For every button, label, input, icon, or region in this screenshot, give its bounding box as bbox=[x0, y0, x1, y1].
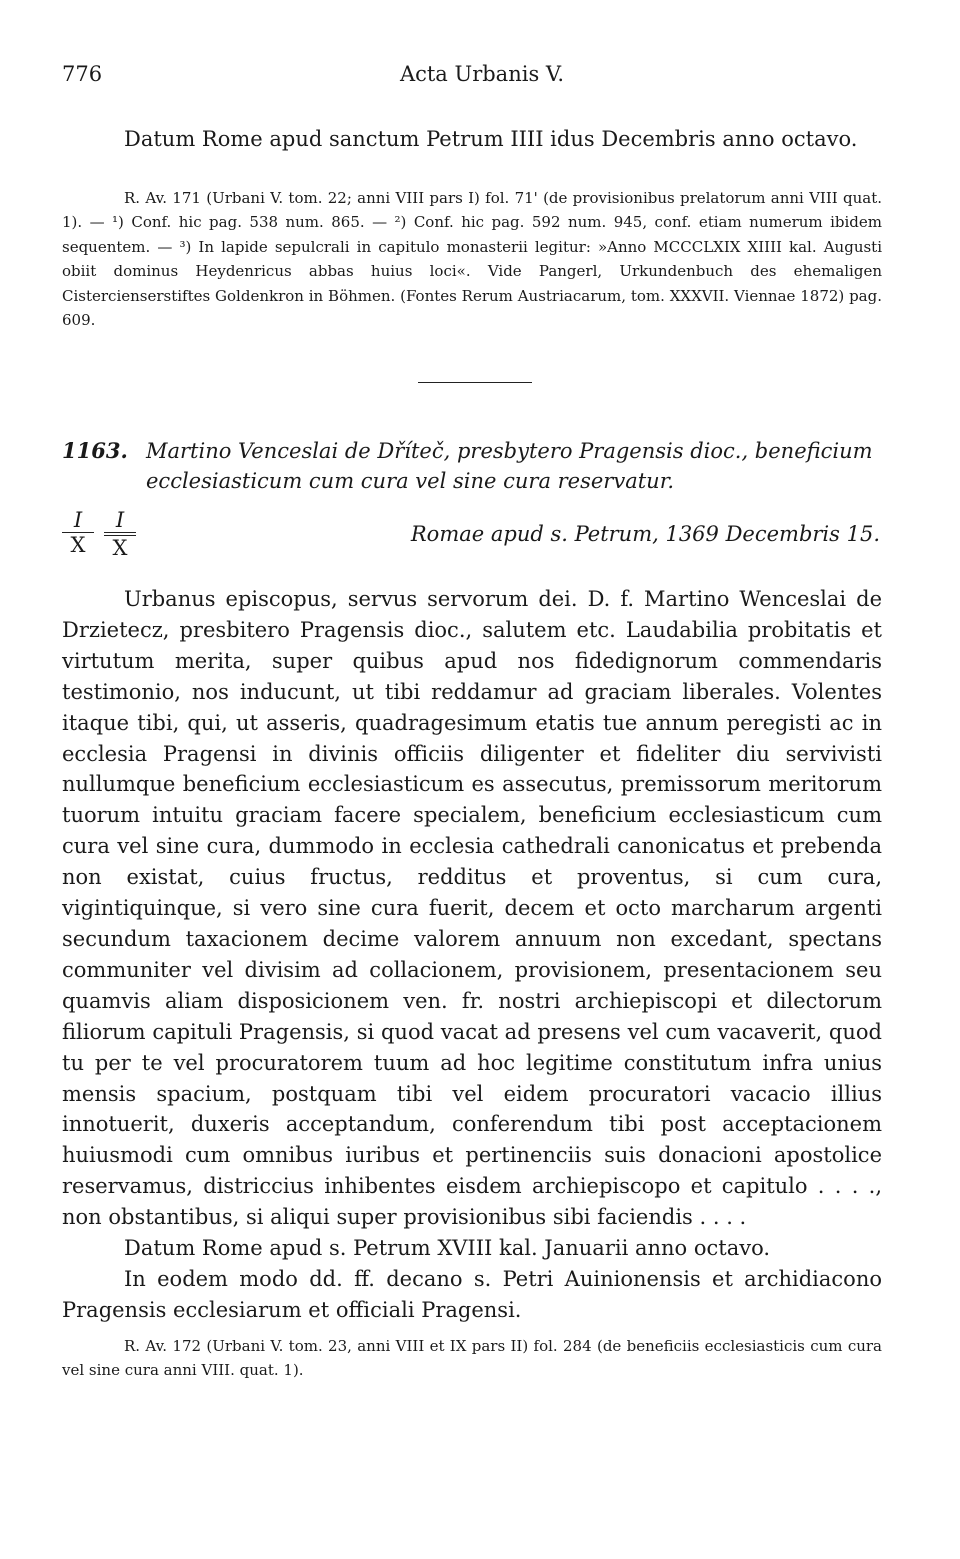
entry-number: 1163. bbox=[62, 438, 128, 463]
entry-eodem-paragraph: In eodem modo dd. ff. decano s. Petri Auinionensis et archidiacono Pragensis ecclesiarum et officiali Pragensi. bbox=[62, 1266, 882, 1322]
signature-right-top: I bbox=[115, 508, 125, 532]
previous-entry-footnote: R. Av. 171 (Urbani V. tom. 22; anni VIII pars I) fol. 71' (de provisionibus prelatorum anni VIII quat. 1). — ¹) Conf. hic pag. 538 num. 865. — ²) Conf. hic pag. 592 num. 945, conf. etiam numerum ibidem sequentem. — ³) In lapide sepulcrali in capitulo monasterii legitur: »Anno MCCCLXIX XIIII kal. Augusti obiit dominus Heydenricus abbas huius loci«. Vide Pangerl, Urkundenbuch des ehemaligen Cistercienserstiftes Goldenkron in Böhmen. (Fontes Rerum Austriacarum, tom. XXXVII. Viennae 1872) pag. 609. bbox=[62, 189, 882, 330]
running-title: Acta Urbanis V. bbox=[399, 62, 565, 86]
entry-place-date: Romae apud s. Petrum, 1369 Decembris 15. bbox=[410, 522, 880, 546]
previous-entry-notes bbox=[62, 186, 882, 332]
previous-entry-datum: Datum Rome apud sanctum Petrum IIII idus Decembris anno octavo. bbox=[124, 127, 858, 151]
signature-mark-right bbox=[104, 508, 136, 560]
entry-datum-paragraph: Datum Rome apud s. Petrum XVIII kal. Januarii anno octavo. bbox=[124, 1236, 771, 1261]
entry-heading bbox=[62, 436, 882, 496]
entry-body-paragraph: Urbanus episcopus, servus servorum dei. D. f. Martino Wenceslai de Drzietecz, presbitero Pragensis dioc., salutem etc. Laudabilia probitatis et virtutum merita, super quibus apud nos fidedignorum commendaris testimonio, nos inducunt, ut tibi reddamur ad graciam liberales. Volentes itaque tibi, qui, ut asseris, quadragesimum etatis tue annum peregisti ac in ecclesia Pragensi in divinis officiis diligenter et fideliter diu servivisti nullumque beneficium ecclesiasticum es assecutus, premissorum meritorum tuorum intuitu graciam facere specialem, beneficium ecclesiasticum cum cura vel sine cura, dummodo in ecclesia cathedrali canonicatus et prebenda non existat, cuius fructus, redditus et proventus, si cum cura, vigintiquinque, si vero sine cura fuerit, decem et octo marcharum argenti secundum taxacionem decime valorem annuum non excedant, spectans communiter vel divisim ad collacionem, provisionem, presentacionem seu quamvis aliam disposicionem ven. fr. nostri archiepiscopi et dilectorum filiorum capituli Pragensis, si quod vacat ad presens vel cum vacaverit, quod tu per te vel procuratorem tuum ad hoc legitime constitutum infra unius mensis spacium, postquam tibi vel eidem procuratori vacacio illius innotuerit, duxeris acceptandum, conferendum tibi post acceptacionem huiusmodi cum omnibus iuribus et pertinenciis suis donacioni apostolice reservamus, districcius inhibentes eisdem archiepiscopo et capitulo . . . ., non obstantibus, si aliqui super provisionibus sibi faciendis . . . . bbox=[62, 587, 882, 1230]
signature-right-bottom: X bbox=[104, 532, 136, 560]
section-separator bbox=[418, 382, 532, 383]
entry-body bbox=[62, 584, 882, 1326]
entry-title: Martino Venceslai de Dříteč, presbytero Pragensis dioc., beneficium ecclesiasticum cum cura vel sine cura reservatur. bbox=[146, 439, 873, 493]
entry-footnote: R. Av. 172 (Urbani V. tom. 23, anni VIII et IX pars II) fol. 284 (de beneficiis ecclesiasticis cum cura vel sine cura anni VIII. quat. 1). bbox=[62, 1337, 882, 1380]
signature-left-bottom: X bbox=[62, 532, 94, 557]
page-number: 776 bbox=[62, 62, 103, 86]
signature-left-top: I bbox=[73, 508, 83, 532]
signature-mark-left bbox=[62, 508, 94, 557]
